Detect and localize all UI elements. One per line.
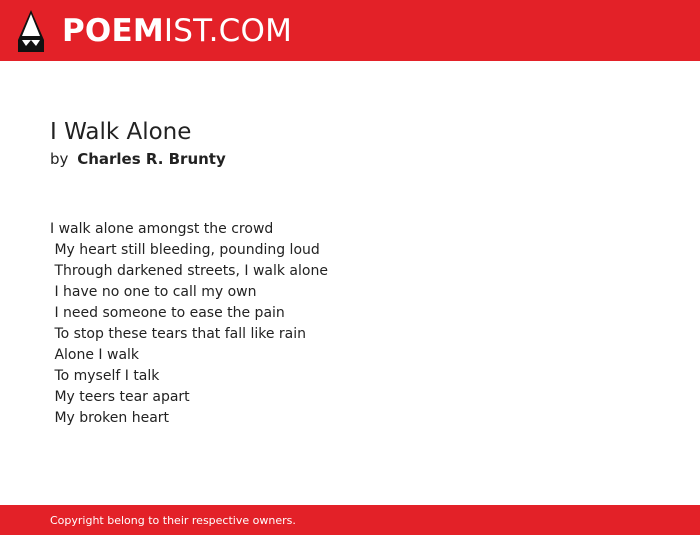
poem-line: Alone I walk: [50, 347, 140, 363]
poem-line: I need someone to ease the pain: [50, 305, 285, 321]
poem-line: To myself I talk: [50, 368, 160, 384]
poem-author: Charles R. Brunty: [77, 150, 226, 168]
copyright-text: Copyright belong to their respective owners.: [50, 514, 296, 527]
poem-line: I walk alone amongst the crowd: [50, 221, 274, 237]
poem-line: To stop these tears that fall like rain: [50, 326, 307, 342]
poem-line: My heart still bleeding, pounding loud: [50, 242, 320, 258]
by-label: by: [50, 150, 69, 168]
pencil-icon[interactable]: [18, 10, 44, 52]
poem-line: Through darkened streets, I walk alone: [50, 263, 328, 279]
poem-title: I Walk Alone: [50, 119, 192, 145]
poem-body: [50, 219, 328, 429]
poem-byline: [50, 148, 226, 170]
poem-line: My broken heart: [50, 410, 170, 426]
site-logo[interactable]: [62, 11, 292, 51]
poem-line: My teers tear apart: [50, 389, 190, 405]
site-header: [0, 0, 700, 61]
site-footer: [0, 505, 700, 535]
logo-thin-text: IST.COM: [163, 13, 293, 49]
logo-bold-text: POEM: [62, 13, 164, 49]
poem-line: I have no one to call my own: [50, 284, 257, 300]
